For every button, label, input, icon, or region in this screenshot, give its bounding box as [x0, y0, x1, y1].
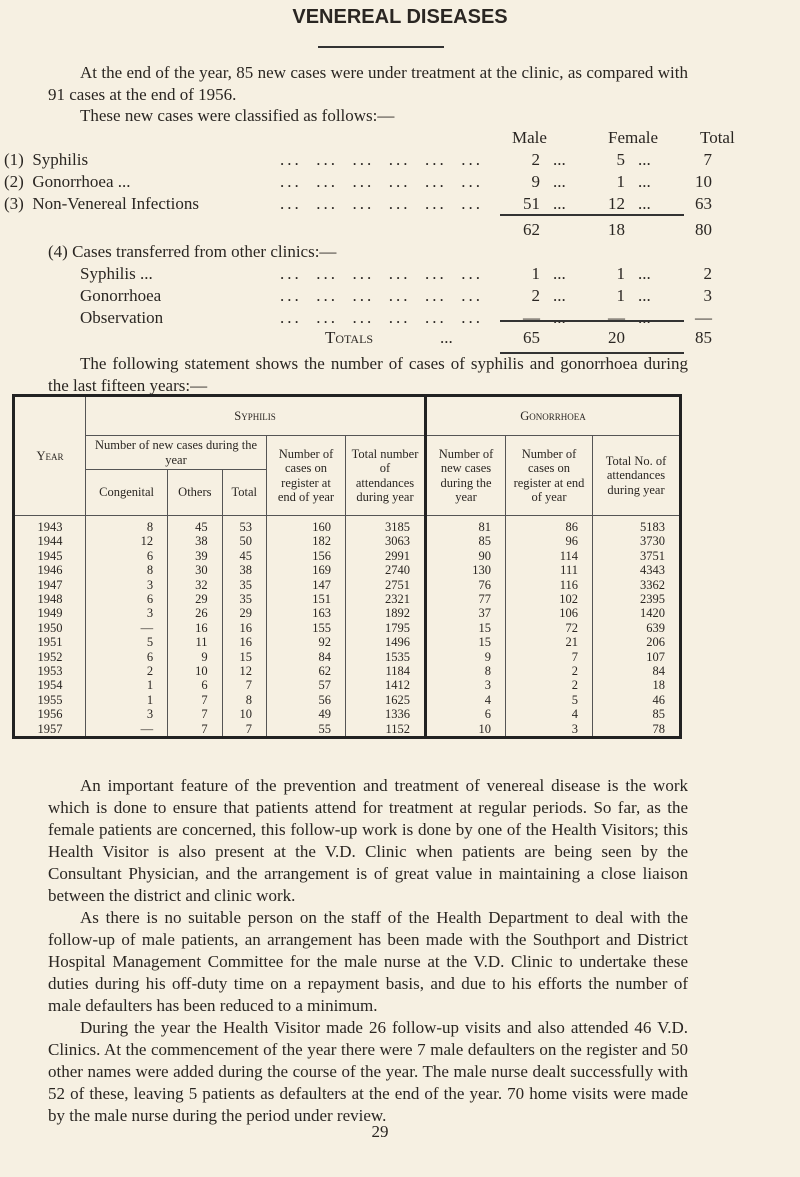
item-number: (1)	[4, 150, 24, 169]
value-cell: 10	[222, 707, 266, 721]
value-cell: 147	[267, 578, 346, 592]
value-cell: 1892	[346, 606, 426, 620]
table-row	[14, 534, 681, 548]
female-count: 1	[616, 286, 625, 305]
year-cell: 1943	[37, 520, 63, 534]
table-row	[14, 578, 681, 592]
value-cell: 107	[593, 650, 681, 664]
total-count: 7	[703, 150, 712, 169]
value-cell: 56	[267, 693, 346, 707]
value-cell: 38	[168, 534, 222, 548]
year-cell: 1949	[37, 606, 63, 621]
value-cell: 6	[86, 549, 168, 563]
item-label	[80, 308, 163, 328]
total-count: 10	[695, 172, 712, 191]
value-cell: 92	[267, 635, 346, 649]
dot-leader: ...	[638, 172, 651, 191]
value-cell: 3	[86, 578, 168, 592]
item-label	[4, 150, 88, 170]
transfer-heading: (4) Cases transferred from other clinics:—	[48, 242, 337, 261]
value-cell: 1412	[346, 678, 426, 692]
value-cell: —	[86, 722, 168, 738]
header-year: Year	[14, 396, 86, 516]
value-cell: 111	[506, 563, 593, 577]
value-cell: 6	[168, 678, 222, 692]
male-count: 1	[531, 264, 540, 283]
value-cell: 84	[267, 650, 346, 664]
year-cell: 1955	[37, 692, 63, 707]
total-count: —	[695, 308, 712, 327]
value-cell: 30	[168, 563, 222, 577]
value-cell: 130	[426, 563, 506, 577]
value-cell: 7	[222, 722, 266, 738]
value-cell: 45	[222, 549, 266, 563]
value-cell: 18	[593, 678, 681, 692]
year-cell: 1947	[37, 577, 63, 592]
dot-leader: ...	[553, 308, 566, 327]
dot-leader: ... ... ... ... ... ...	[280, 264, 483, 283]
table-row	[14, 621, 681, 635]
female-count: 1	[616, 264, 625, 283]
table-intro-text: The following statement shows the number of cases of syphilis and gonorrhoea during the last fifteen years:—	[48, 354, 688, 395]
paragraph-visits: During the year the Health Visitor made 26 follow-up visits and also attended 46 V.D. Clinics. At the commencement of the year there were 7 male defaulters on the register and 50 other names were added during the course of the year. The male nurse dealt successfully with 52 of these, leaving 5 patients as defaulters at the end of the year. 70 home visits were made by the male nurse during the period under review.	[48, 1018, 688, 1125]
dot-leader: ...	[638, 286, 651, 305]
value-cell: 8	[222, 693, 266, 707]
item-number: (3)	[4, 194, 24, 213]
subtotal-male: 62	[523, 220, 540, 239]
dot-leader: ...	[553, 286, 566, 305]
value-cell: 9	[168, 650, 222, 664]
value-cell: 8	[86, 516, 168, 535]
value-cell: 3730	[593, 534, 681, 548]
value-cell: 169	[267, 563, 346, 577]
value-cell: 16	[168, 621, 222, 635]
paragraph-follow-up-male: As there is no suitable person on the staff of the Health Department to deal with the follow-up of male patients, an arrangement has been made with the Southport and District Hospital Management Committee for the male nurse at the V.D. Clinic to undertake these duties during his off-duty time on a repayment basis, and due to his efforts the number of male defaulters has been reduced to a minimum.	[48, 908, 688, 1015]
value-cell: 3185	[346, 516, 426, 535]
value-cell: 15	[426, 635, 506, 649]
header-syphilis: Syphilis	[86, 396, 426, 436]
year-cell: 1951	[37, 635, 63, 650]
value-cell: 29	[168, 592, 222, 606]
value-cell: 4343	[593, 563, 681, 577]
header-gon-new: Number of new cases during the year	[426, 436, 506, 516]
item-label	[4, 194, 199, 214]
value-cell: 3751	[593, 549, 681, 563]
dot-leader: ...	[638, 264, 651, 283]
year-cell: 1946	[37, 563, 63, 578]
item-number: (2)	[4, 172, 24, 191]
value-cell: 53	[222, 516, 266, 535]
value-cell: 1	[86, 693, 168, 707]
value-cell: 4	[506, 707, 593, 721]
item-label	[80, 264, 153, 284]
value-cell: 12	[222, 664, 266, 678]
year-cell: 1945	[37, 548, 63, 563]
year-cell: 1953	[37, 664, 63, 679]
male-count: —	[523, 308, 540, 327]
value-cell: 2	[506, 678, 593, 692]
table-row	[14, 549, 681, 563]
value-cell: 1	[86, 678, 168, 692]
value-cell: 35	[222, 578, 266, 592]
value-cell: 45	[168, 516, 222, 535]
header-syph-register: Number of cases on register at end of year	[267, 436, 346, 516]
header-others: Others	[168, 470, 222, 516]
value-cell: 85	[426, 534, 506, 548]
dot-leader: ...	[553, 172, 566, 191]
table-row	[14, 592, 681, 606]
dot-leader: ...	[553, 150, 566, 169]
value-cell: 76	[426, 578, 506, 592]
value-cell: 182	[267, 534, 346, 548]
value-cell: 3	[86, 606, 168, 620]
value-cell: 1184	[346, 664, 426, 678]
value-cell: 151	[267, 592, 346, 606]
value-cell: 2	[86, 664, 168, 678]
table-row	[14, 722, 681, 738]
table-row	[14, 563, 681, 577]
dot-leader: ...	[553, 194, 566, 213]
year-cell: 1952	[37, 649, 63, 664]
value-cell: 8	[86, 563, 168, 577]
female-count: —	[608, 308, 625, 327]
total-count: 3	[703, 286, 712, 305]
year-cell: 1956	[37, 707, 63, 722]
value-cell: 81	[426, 516, 506, 535]
value-cell: 9	[426, 650, 506, 664]
subtotal-female: 18	[608, 220, 625, 239]
header-total: Total	[222, 470, 266, 516]
total-count: 2	[703, 264, 712, 283]
item-name: Gonorrhoea ...	[32, 172, 131, 191]
dot-leader: ...	[553, 264, 566, 283]
value-cell: 2740	[346, 563, 426, 577]
value-cell: 26	[168, 606, 222, 620]
header-gonorrhoea: Gonorrhoea	[426, 396, 681, 436]
totals-rule	[500, 320, 684, 322]
table-row	[14, 678, 681, 692]
value-cell: 16	[222, 621, 266, 635]
value-cell: 62	[267, 664, 346, 678]
value-cell: 116	[506, 578, 593, 592]
dot-leader: ...	[638, 150, 651, 169]
value-cell: 11	[168, 635, 222, 649]
value-cell: 38	[222, 563, 266, 577]
subtotal-rule	[500, 214, 684, 216]
value-cell: 2395	[593, 592, 681, 606]
title-underline	[318, 46, 444, 48]
intro-paragraph	[48, 62, 688, 106]
value-cell: 96	[506, 534, 593, 548]
value-cell: 7	[168, 707, 222, 721]
value-cell: 90	[426, 549, 506, 563]
value-cell: 102	[506, 592, 593, 606]
female-count: 5	[616, 150, 625, 169]
dot-leader: ... ... ... ... ... ...	[280, 308, 483, 327]
totals-male: 65	[523, 328, 540, 347]
value-cell: 37	[426, 606, 506, 620]
classified-intro: These new cases were classified as follows:—	[80, 106, 395, 125]
value-cell: 639	[593, 621, 681, 635]
value-cell: 7	[506, 650, 593, 664]
dot-leader: ...	[638, 308, 651, 327]
value-cell: 163	[267, 606, 346, 620]
value-cell: 5	[506, 693, 593, 707]
value-cell: 2751	[346, 578, 426, 592]
dot-leader: ... ... ... ... ... ...	[280, 150, 483, 169]
dot-leader: ... ... ... ... ... ...	[280, 286, 483, 305]
item-name: Gonorrhoea	[80, 286, 162, 305]
header-syph-new: Number of new cases during the year	[86, 436, 267, 470]
year-cell: 1948	[37, 592, 63, 607]
value-cell: 1795	[346, 621, 426, 635]
female-count: 1	[616, 172, 625, 191]
table-intro	[48, 353, 688, 397]
value-cell: 10	[426, 722, 506, 738]
value-cell: 39	[168, 549, 222, 563]
value-cell: 5	[86, 635, 168, 649]
value-cell: 50	[222, 534, 266, 548]
value-cell: 1496	[346, 635, 426, 649]
value-cell: 21	[506, 635, 593, 649]
value-cell: 106	[506, 606, 593, 620]
intro-text: At the end of the year, 85 new cases were under treatment at the clinic, as compared with 91 cases at the end of 1956.	[48, 63, 688, 104]
value-cell: 1625	[346, 693, 426, 707]
col-total: Total	[700, 128, 735, 147]
syphilis-gonorrhoea-table	[12, 394, 682, 739]
value-cell: 1152	[346, 722, 426, 738]
value-cell: 15	[222, 650, 266, 664]
value-cell: 77	[426, 592, 506, 606]
value-cell: 72	[506, 621, 593, 635]
value-cell: 1420	[593, 606, 681, 620]
value-cell: 8	[426, 664, 506, 678]
header-congenital: Congenital	[86, 470, 168, 516]
value-cell: 2991	[346, 549, 426, 563]
col-female: Female	[608, 128, 659, 147]
table-row	[14, 635, 681, 649]
value-cell: 57	[267, 678, 346, 692]
value-cell: 84	[593, 664, 681, 678]
value-cell: 3362	[593, 578, 681, 592]
value-cell: 1535	[346, 650, 426, 664]
value-cell: 15	[426, 621, 506, 635]
table-row	[14, 693, 681, 707]
total-count: 63	[695, 194, 712, 213]
value-cell: 5183	[593, 516, 681, 535]
value-cell: 35	[222, 592, 266, 606]
value-cell: 49	[267, 707, 346, 721]
table-row	[14, 707, 681, 721]
year-cell: 1954	[37, 678, 63, 693]
value-cell: 6	[86, 592, 168, 606]
page-title: VENEREAL DISEASES	[292, 6, 508, 28]
col-male: Male	[512, 128, 547, 147]
value-cell: 114	[506, 549, 593, 563]
value-cell: 206	[593, 635, 681, 649]
value-cell: 78	[593, 722, 681, 738]
value-cell: 29	[222, 606, 266, 620]
body-text	[48, 775, 688, 1127]
item-name: Syphilis	[32, 150, 89, 169]
value-cell: 2321	[346, 592, 426, 606]
dot-leader: ... ... ... ... ... ...	[280, 172, 483, 191]
female-count: 12	[608, 194, 625, 213]
totals-leader: ...	[440, 328, 453, 347]
item-label	[80, 286, 161, 306]
year-cell: 1950	[37, 620, 63, 635]
totals-total: 85	[695, 328, 712, 347]
value-cell: 3	[86, 707, 168, 721]
page-number: 29	[371, 1122, 389, 1141]
value-cell: 55	[267, 722, 346, 738]
value-cell: —	[86, 621, 168, 635]
value-cell: 3	[426, 678, 506, 692]
table-row	[14, 650, 681, 664]
value-cell: 4	[426, 693, 506, 707]
value-cell: 7	[222, 678, 266, 692]
table-row	[14, 664, 681, 678]
value-cell: 12	[86, 534, 168, 548]
value-cell: 7	[168, 722, 222, 738]
value-cell: 3063	[346, 534, 426, 548]
value-cell: 1336	[346, 707, 426, 721]
table-row	[14, 516, 681, 535]
value-cell: 160	[267, 516, 346, 535]
totals-label: Totals	[325, 328, 374, 347]
dot-leader: ...	[638, 194, 651, 213]
item-name: Non-Venereal Infections	[32, 194, 199, 213]
male-count: 2	[531, 286, 540, 305]
header-gon-attendances: Total No. of attendances during year	[593, 436, 681, 516]
value-cell: 6	[426, 707, 506, 721]
table-row	[14, 606, 681, 620]
value-cell: 155	[267, 621, 346, 635]
item-label	[4, 172, 131, 192]
male-count: 51	[523, 194, 540, 213]
totals-female: 20	[608, 328, 625, 347]
year-cell: 1944	[37, 534, 63, 549]
header-syph-attendances: Total number of attendances during year	[346, 436, 426, 516]
value-cell: 16	[222, 635, 266, 649]
value-cell: 6	[86, 650, 168, 664]
male-count: 9	[531, 172, 540, 191]
value-cell: 10	[168, 664, 222, 678]
value-cell: 85	[593, 707, 681, 721]
male-count: 2	[531, 150, 540, 169]
dot-leader: ... ... ... ... ... ...	[280, 194, 483, 213]
paragraph-follow-up-female: An important feature of the prevention and treatment of venereal disease is the work which is done to ensure that patients attend for treatment at regular periods. So far, as the female patients are concerned, this follow-up work is done by one of the Health Visitors; this Health Visitor is also present at the V.D. Clinic when patients are being seen by the Consultant Physician, and the arrangement is of great value in maintaining a close liaison between the district and clinic work.	[48, 776, 688, 905]
item-name: Observation	[80, 308, 164, 327]
value-cell: 3	[506, 722, 593, 738]
subtotal-total: 80	[695, 220, 712, 239]
value-cell: 2	[506, 664, 593, 678]
value-cell: 156	[267, 549, 346, 563]
value-cell: 86	[506, 516, 593, 535]
item-name: Syphilis ...	[80, 264, 153, 283]
value-cell: 46	[593, 693, 681, 707]
year-cell: 1957	[37, 721, 63, 736]
header-gon-register: Number of cases on register at end of year	[506, 436, 593, 516]
value-cell: 7	[168, 693, 222, 707]
value-cell: 32	[168, 578, 222, 592]
